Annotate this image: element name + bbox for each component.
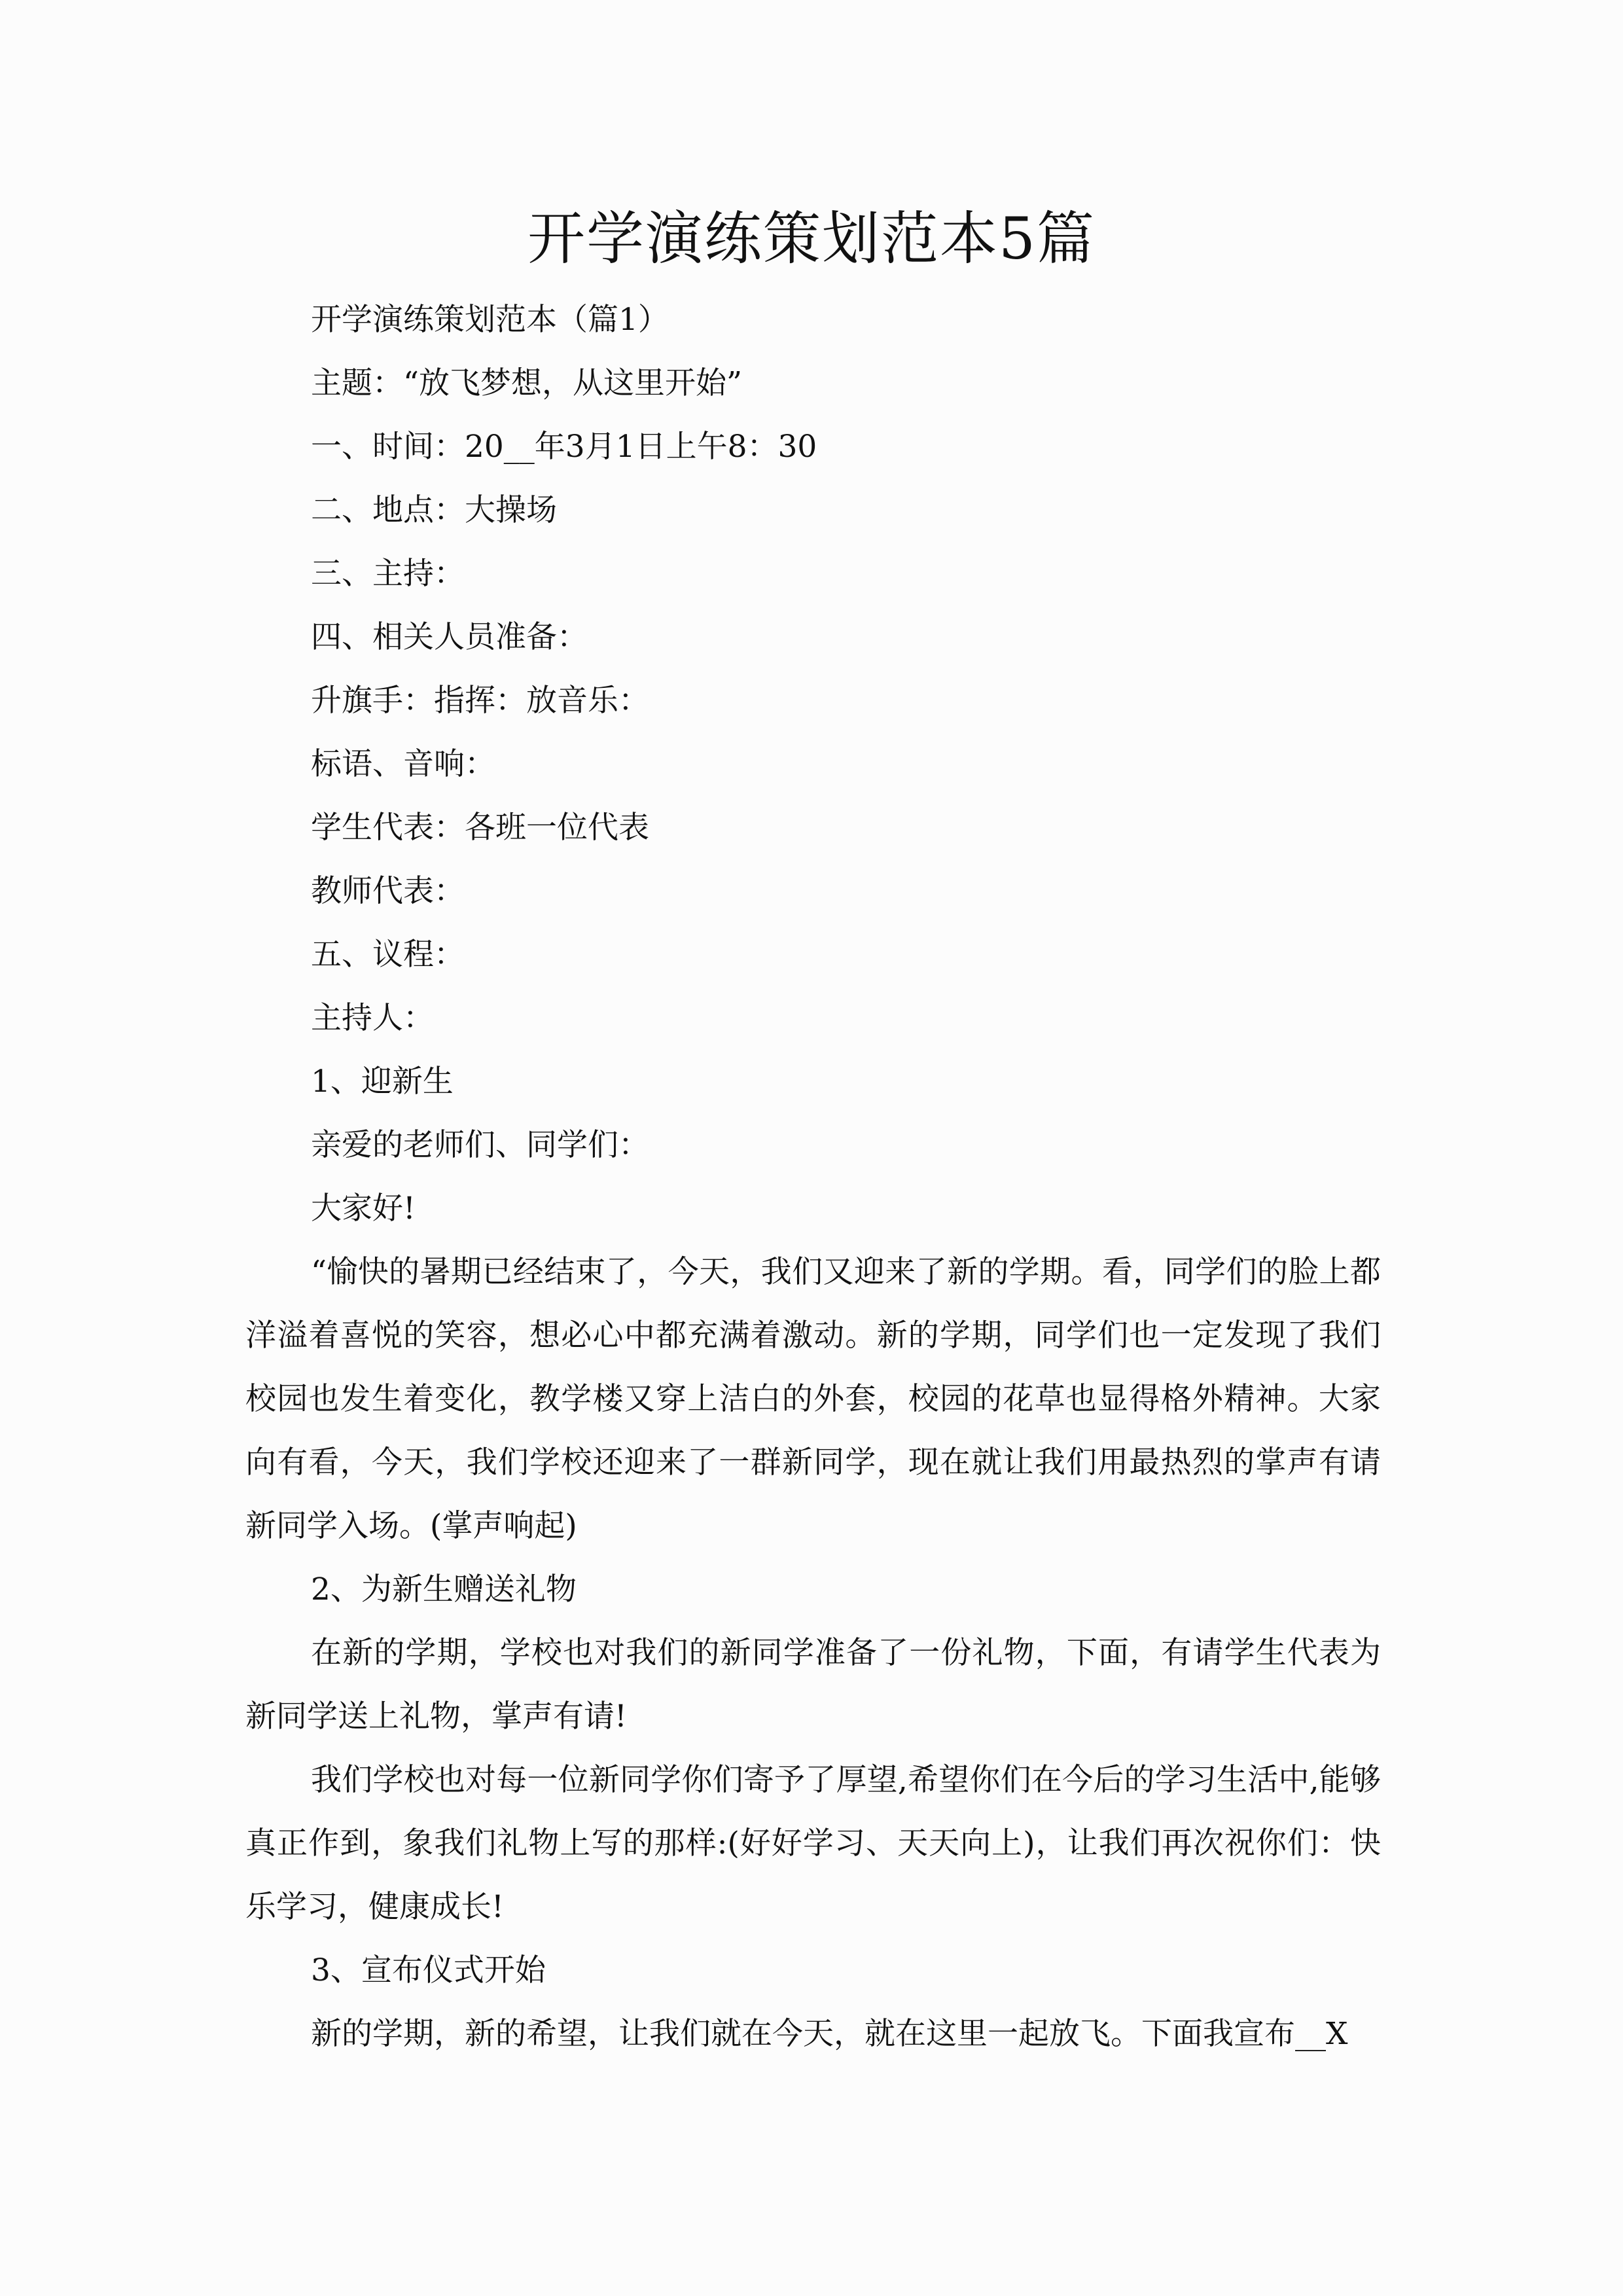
document-title: 开学演练策划范本5篇	[527, 205, 1096, 272]
hello-line: 大家好!	[311, 1191, 416, 1227]
time-line: 一、时间：20__年3月1日上午8：30	[311, 429, 817, 465]
agenda-line: 五、议程：	[311, 937, 465, 973]
staff-prep-line: 四、相关人员准备：	[311, 619, 588, 655]
host-line: 三、主持：	[311, 556, 465, 592]
teacher-rep-line: 教师代表：	[311, 873, 465, 909]
gift-paragraph: 在新的学期，学校也对我们的新同学准备了一份礼物，下面，有请学生代表为新同学送上礼物，掌声有请!	[245, 1635, 1381, 1734]
student-rep-line: 学生代表：各班一位代表	[311, 810, 649, 846]
item3-heading: 3、宣布仪式开始	[311, 1952, 546, 1988]
greeting-line: 亲爱的老师们、同学们：	[311, 1127, 649, 1163]
location-line: 二、地点：大操场	[311, 492, 557, 528]
section-heading: 开学演练策划范本（篇1）	[311, 302, 669, 338]
item1-heading: 1、迎新生	[311, 1064, 454, 1100]
flag-conductor-music-line: 升旗手：指挥：放音乐：	[311, 683, 649, 719]
banner-audio-line: 标语、音响：	[311, 746, 495, 782]
welcome-paragraph: “愉快的暑期已经结束了，今天，我们又迎来了新的学期。看，同学们的脸上都洋溢着喜悦的笑容，想必心中都充满着激动。新的学期，同学们也一定发现了我们校园也发生着变化，教学楼又穿上洁白的外套，校园的花草也显得格外精神。大家向有看，今天，我们学校还迎来了一群新同学，现在就让我们用最热烈的掌声有请新同学入场。(掌声响起)	[245, 1254, 1381, 1544]
item2-heading: 2、为新生赠送礼物	[311, 1571, 577, 1607]
announce-paragraph: 新的学期，新的希望，让我们就在今天，就在这里一起放飞。下面我宣布__X	[311, 2016, 1348, 2052]
hope-paragraph: 我们学校也对每一位新同学你们寄予了厚望,希望你们在今后的学习生活中,能够真正作到，象我们礼物上写的那样:(好好学习、天天向上)，让我们再次祝你们：快乐学习，健康成长!	[245, 1762, 1381, 1925]
document-body	[245, 288, 1381, 2066]
theme-line: 主题：“放飞梦想，从这里开始”	[311, 365, 743, 401]
presenter-line: 主持人：	[311, 1000, 434, 1036]
